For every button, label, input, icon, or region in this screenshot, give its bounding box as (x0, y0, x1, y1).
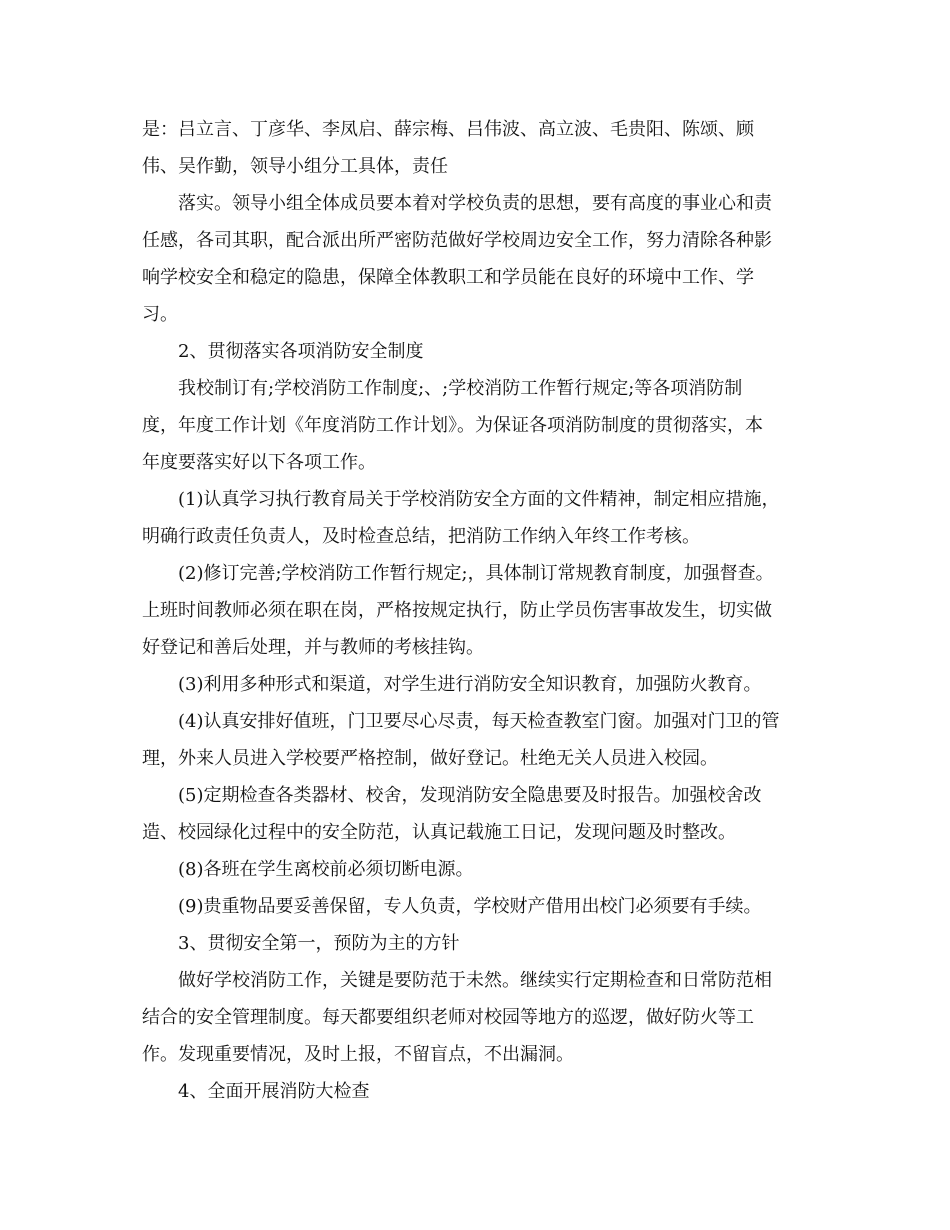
list-item: (4)认真安排好值班，门卫要尽心尽责，每天检查教室门窗。加强对门卫的管 (178, 711, 780, 732)
list-item: (9)贵重物品要妥善保留，专人负责，学校财产借用出校门必须要有手续。 (178, 896, 762, 917)
section-heading: 4、全面开展消防大检查 (178, 1081, 370, 1102)
text-line: 做好学校消防工作，关键是要防范于未然。继续实行定期检查和日常防范相 (178, 970, 772, 991)
text-line: 落实。领导小组全体成员要本着对学校负责的思想，要有高度的事业心和责 (178, 193, 772, 214)
list-item: (3)利用多种形式和渠道，对学生进行消防安全知识教育，加强防火教育。 (178, 674, 762, 695)
text-line: 上班时间教师必须在职在岗，严格按规定执行，防止学员伤害事故发生，切实做 (142, 600, 772, 621)
text-line: 习。 (142, 304, 178, 325)
text-line: 好登记和善后处理，并与教师的考核挂钩。 (142, 637, 484, 658)
text-line: 理，外来人员进入学校要严格控制，做好登记。杜绝无关人员进入校园。 (142, 748, 718, 769)
list-item: (5)定期检查各类器材、校舍，发现消防安全隐患要及时报告。加强校舍改 (178, 785, 762, 806)
text-line: 年度要落实好以下各项工作。 (142, 452, 376, 473)
text-line: 是：吕立言、丁彦华、李凤启、薛宗梅、吕伟波、高立波、毛贵阳、陈颂、顾 (142, 119, 754, 140)
list-item: (8)各班在学生离校前必须切断电源。 (178, 859, 474, 880)
text-line: 任感，各司其职，配合派出所严密防范做好学校周边安全工作，努力清除各种影 (142, 230, 772, 251)
list-item: (1)认真学习执行教育局关于学校消防安全方面的文件精神，制定相应措施， (178, 489, 780, 510)
text-line: 伟、吴作勤，领导小组分工具体，责任 (142, 156, 448, 177)
text-line: 我校制订有;学校消防工作制度;、;学校消防工作暂行规定;等各项消防制 (178, 378, 743, 399)
section-heading: 2、贯彻落实各项消防安全制度 (178, 341, 424, 362)
text-line: 作。发现重要情况，及时上报，不留盲点，不出漏洞。 (142, 1044, 574, 1065)
list-item: (2)修订完善;学校消防工作暂行规定;，具体制订常规教育制度，加强督查。 (178, 563, 774, 584)
section-heading: 3、贯彻安全第一，预防为主的方针 (178, 933, 460, 954)
text-line: 响学校安全和稳定的隐患，保障全体教职工和学员能在良好的环境中工作、学 (142, 267, 754, 288)
text-line: 结合的安全管理制度。每天都要组织老师对校园等地方的巡逻，做好防火等工 (142, 1007, 754, 1028)
text-line: 明确行政责任负责人，及时检查总结，把消防工作纳入年终工作考核。 (142, 526, 700, 547)
text-line: 度，年度工作计划《年度消防工作计划》。为保证各项消防制度的贯彻落实，本 (142, 415, 763, 436)
text-line: 造、校园绿化过程中的安全防范，认真记载施工日记，发现问题及时整改。 (142, 822, 736, 843)
